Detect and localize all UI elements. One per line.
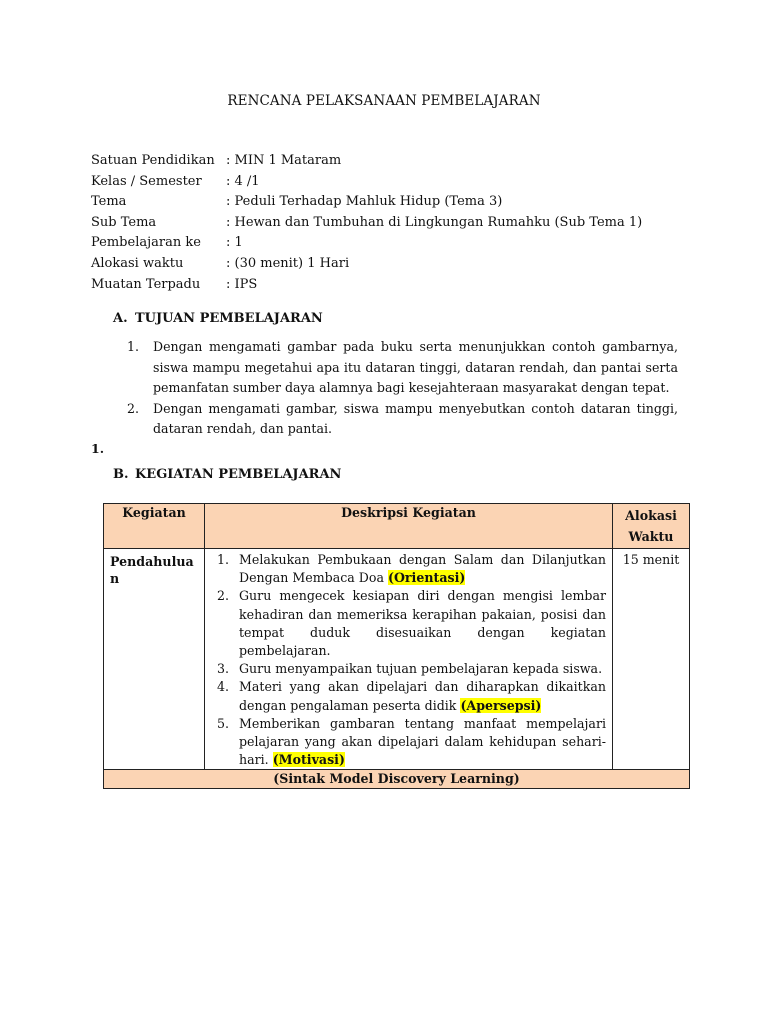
step-number: 1.	[217, 552, 230, 567]
duration-cell: 15 menit	[613, 549, 690, 770]
table-footer-row	[104, 770, 690, 789]
info-label: Muatan Terpadu	[91, 276, 201, 292]
info-row	[91, 233, 642, 254]
model-caption: (Sintak Model Discovery Learning)	[104, 770, 690, 789]
info-label: Tema	[91, 194, 127, 210]
step-highlight: (Apersepsi)	[460, 697, 542, 713]
section-title: KEGIATAN PEMBELAJARAN	[135, 467, 342, 482]
list-item	[211, 660, 606, 678]
list-item	[127, 399, 678, 440]
info-label: Satuan Pendidikan	[91, 153, 215, 168]
item-text: Dengan mengamati gambar pada buku serta menunjukkan contoh gambarnya, siswa mampu megetahui apa itu dataran tinggi, dataran rendah, dan pantai serta pemanfatan sumber daya alamnya bagi kesejahteraan masyarakat dengan tepat.	[153, 339, 678, 395]
info-label: Kelas / Semester	[91, 173, 202, 189]
header-time: Alokasi Waktu	[613, 504, 690, 549]
list-item	[211, 587, 606, 660]
steps-list	[211, 551, 606, 769]
step-text: Guru mengecek kesiapan diri dengan mengisi lembar kehadiran dan memeriksa kerapihan pakaian, posisi dan tempat duduk disesuaikan dengan kegiatan pembelajaran.	[239, 588, 606, 659]
description-cell	[205, 549, 613, 770]
info-row	[91, 192, 642, 213]
info-row	[91, 213, 642, 234]
list-item	[211, 551, 606, 587]
step-number: 3.	[217, 661, 230, 677]
empty-list-number: 1.	[91, 441, 105, 456]
info-label: Alokasi waktu	[91, 255, 184, 271]
info-value: : IPS	[226, 276, 258, 292]
step-text-wrap	[239, 715, 606, 770]
item-text: Dengan mengamati gambar, siswa mampu menyebutkan contoh dataran tinggi, dataran rendah, dan pantai.	[153, 400, 678, 436]
step-number: 5.	[217, 715, 230, 731]
header-activity: Kegiatan	[104, 504, 205, 549]
info-value: : 4 /1	[226, 173, 260, 189]
step-text: Melakukan Pembukaan dengan Salam dan Dilanjutkan Dengan Membaca Doa	[239, 552, 606, 586]
section-title: TUJUAN PEMBELAJARAN	[135, 311, 323, 326]
info-value: : MIN 1 Mataram	[226, 153, 342, 168]
step-text: Materi yang akan dipelajari dan diharapkan dikaitkan dengan pengalaman peserta didik	[239, 679, 606, 713]
info-label: Pembelajaran ke	[91, 235, 201, 251]
info-label: Sub Tema	[91, 214, 157, 230]
step-text-wrap	[239, 678, 606, 714]
info-value: : 1	[226, 235, 243, 251]
item-number: 2.	[127, 400, 140, 416]
info-row	[91, 172, 642, 193]
section-b-heading	[113, 467, 341, 482]
activity-table	[103, 503, 690, 789]
info-row	[91, 254, 642, 275]
section-letter: B.	[113, 467, 129, 482]
objectives-list	[127, 337, 678, 440]
list-item	[127, 337, 678, 399]
info-row	[91, 275, 642, 296]
step-text: Memberikan gambaran tentang manfaat mempelajari pelajaran yang akan dipelajari dalam kehidupan sehari-hari.	[239, 715, 606, 768]
step-text-wrap	[239, 551, 606, 587]
section-a-heading	[113, 311, 323, 326]
step-number: 4.	[217, 679, 230, 695]
item-number: 1.	[127, 339, 140, 354]
identity-block	[91, 151, 642, 295]
info-value: : Hewan dan Tumbuhan di Lingkungan Rumahku (Sub Tema 1)	[226, 214, 643, 230]
table-row	[104, 549, 690, 770]
table-header-row	[104, 504, 690, 549]
step-highlight: (Orientasi)	[387, 570, 466, 586]
section-letter: A.	[113, 311, 128, 326]
list-item	[211, 678, 606, 714]
info-value: : Peduli Terhadap Mahluk Hidup (Tema 3)	[226, 194, 503, 210]
info-value: : (30 menit) 1 Hari	[226, 255, 350, 271]
phase-cell: Pendahuluan	[104, 549, 205, 770]
step-number: 2.	[217, 588, 230, 604]
step-text: Guru menyampaikan tujuan pembelajaran kepada siswa.	[239, 661, 603, 677]
header-description: Deskripsi Kegiatan	[205, 504, 613, 549]
list-item	[211, 715, 606, 770]
document-title: RENCANA PELAKSANAAN PEMBELAJARAN	[227, 93, 541, 109]
step-highlight: (Motivasi)	[272, 752, 345, 768]
info-row	[91, 151, 642, 172]
